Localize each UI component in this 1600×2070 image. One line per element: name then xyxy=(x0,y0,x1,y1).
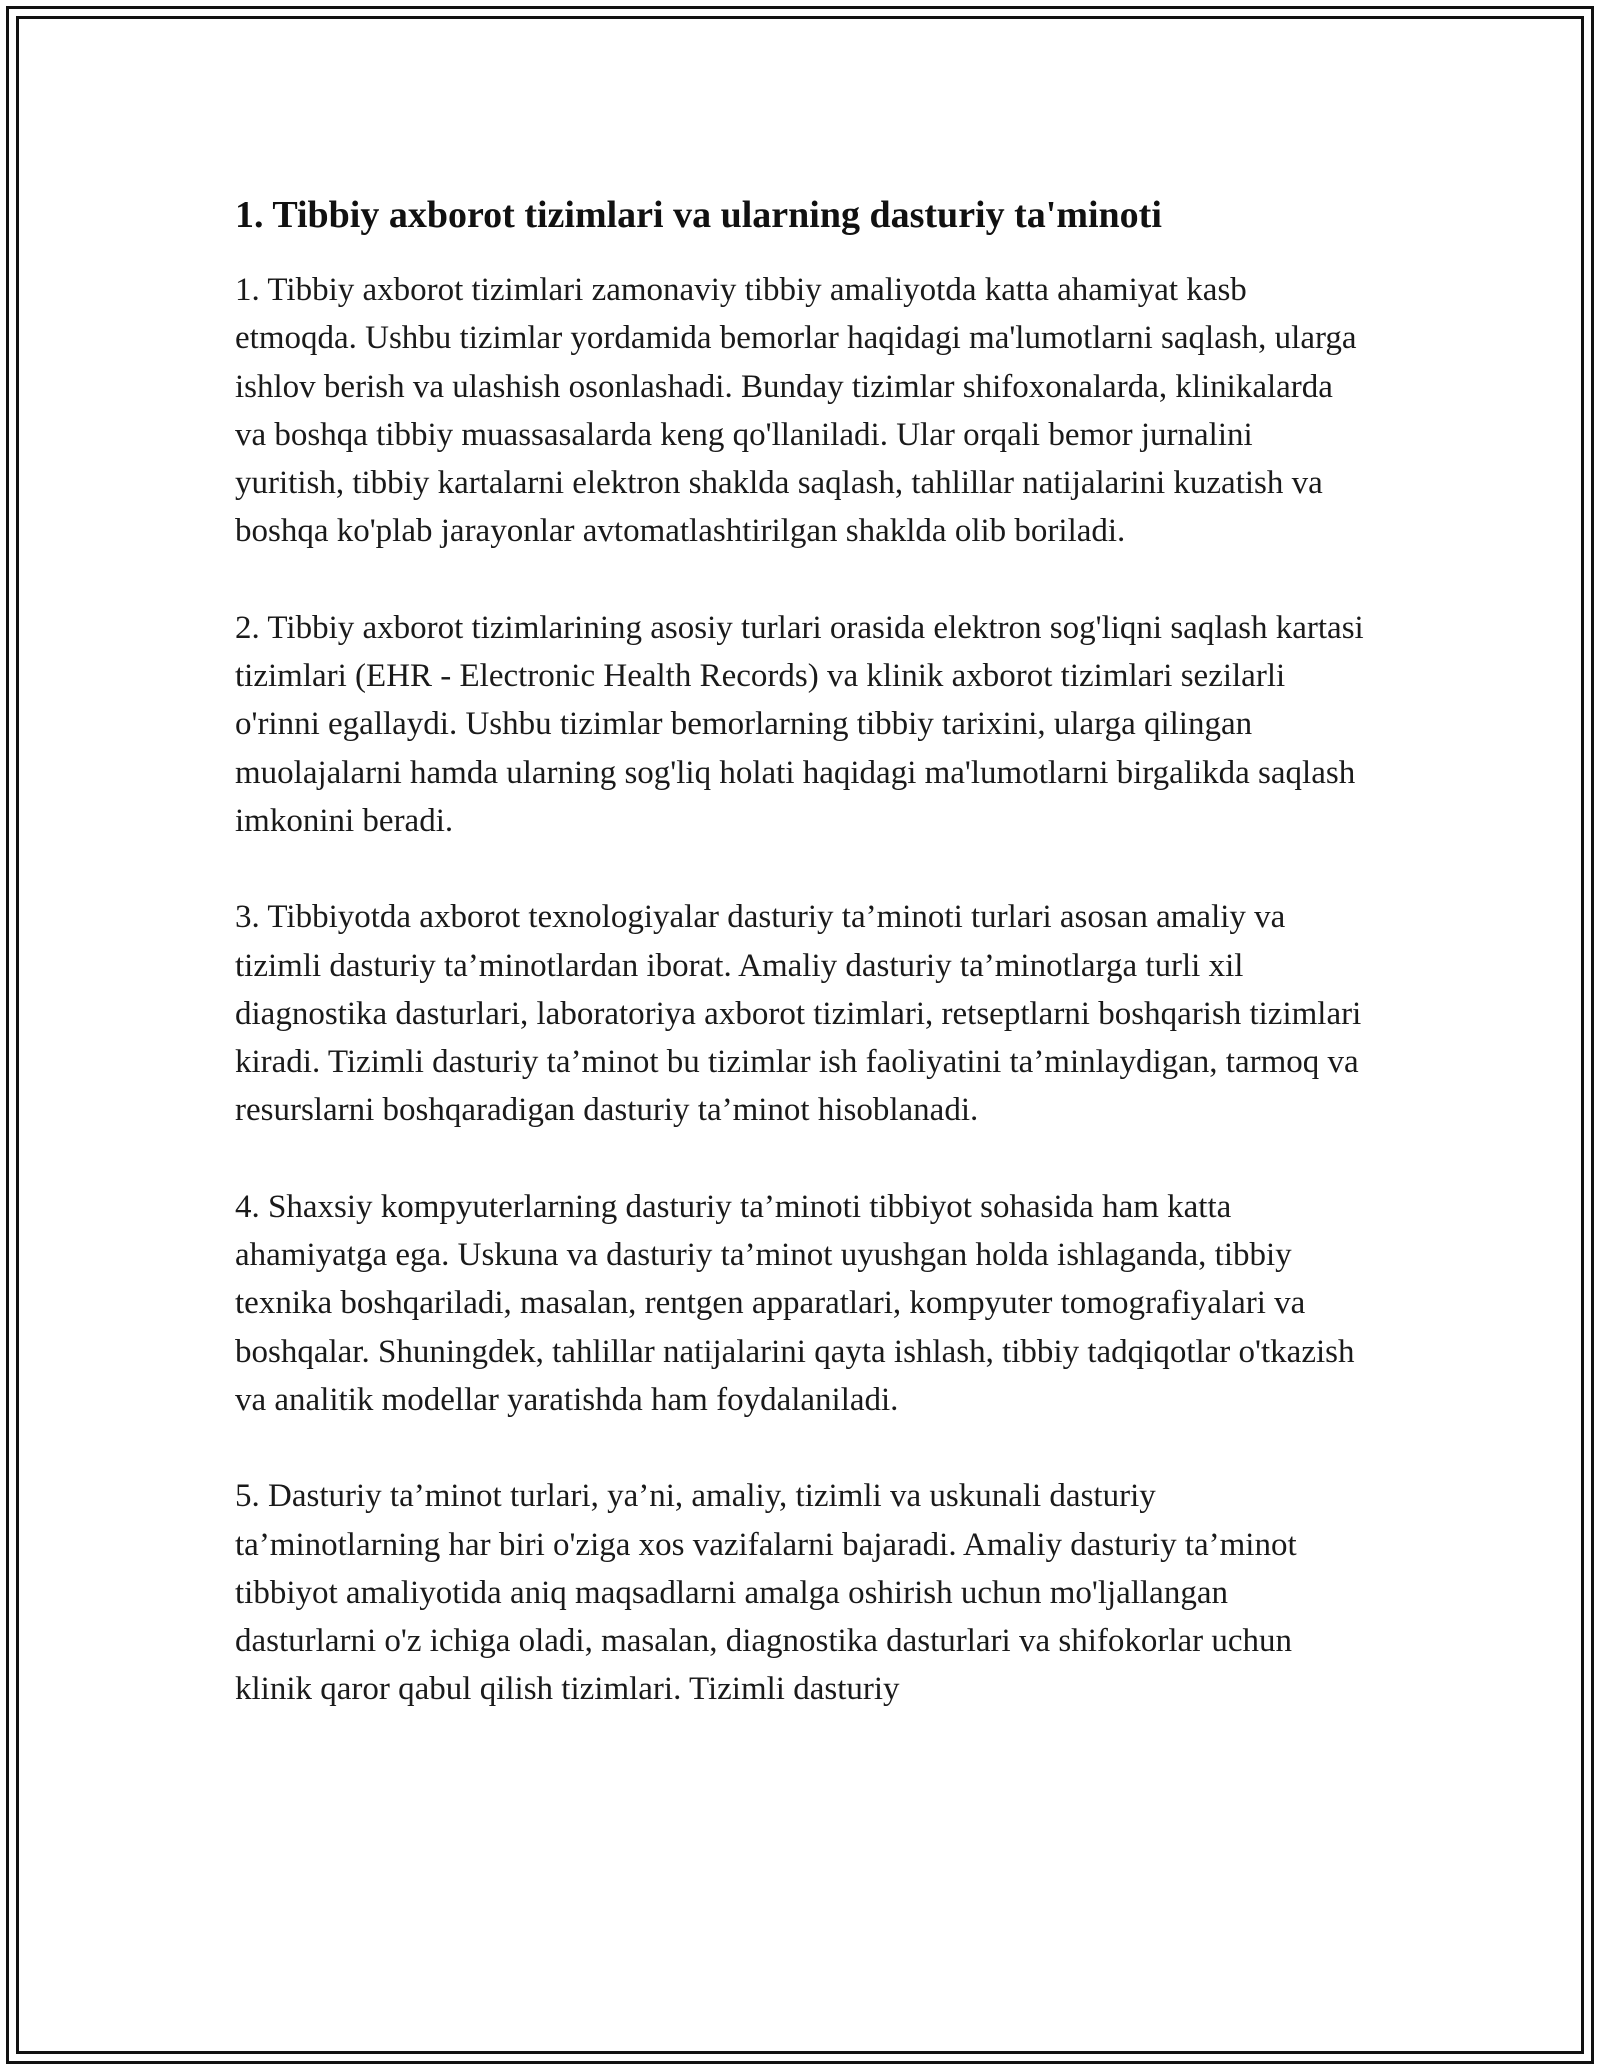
page-title: 1. Tibbiy axborot tizimlari va ularning dasturiy ta'minoti xyxy=(235,194,1162,236)
paragraph-5: 5. Dasturiy ta’minot turlari, ya’ni, amaliy, tizimli va uskunali dasturiy ta’minotlarning har biri o'ziga xos vazifalarni bajaradi. Amaliy dasturiy ta’minot tibbiyot amaliyotida aniq maqsadlarni amalga oshirish uchun mo'ljallangan dasturlarni o'z ichiga oladi, masalan, diagnostika dasturlari va shifokorlar uchun klinik qaror qabul qilish tizimlari. Tizimli dasturiy xyxy=(235,1478,1297,1708)
document-body xyxy=(235,190,1365,1714)
paragraph-3: 3. Tibbiyotda axborot texnologiyalar dasturiy ta’minoti turlari asosan amaliy va tizimli dasturiy ta’minotlardan iborat. Amaliy dasturiy ta’minotlarga turli xil diagnostika dasturlari, laboratoriya axborot tizimlari, retseptlarni boshqarish tizimlari kiradi. Tizimli dasturiy ta’minot bu tizimlar ish faoliyatini ta’minlaydigan, tarmoq va resurslarni boshqaradigan dasturiy ta’minot hisoblanadi. xyxy=(235,899,1362,1129)
paragraph-1: 1. Tibbiy axborot tizimlari zamonaviy tibbiy amaliyotda katta ahamiyat kasb etmoqda. Ushbu tizimlar yordamida bemorlar haqidagi ma'lumotlarni saqlash, ularga ishlov berish va ulashish osonlashadi. Bunday tizimlar shifoxonalarda, klinikalarda va boshqa tibbiy muassasalarda keng qo'llaniladi. Ular orqali bemor jurnalini yuritish, tibbiy kartalarni elektron shaklda saqlash, tahlillar natijalarini kuzatish va boshqa ko'plab jarayonlar avtomatlashtirilgan shaklda olib boriladi. xyxy=(235,272,1357,550)
paragraph-2: 2. Tibbiy axborot tizimlarining asosiy turlari orasida elektron sog'liqni saqlash kartasi tizimlari (EHR - Electronic Health Records) va klinik axborot tizimlari sezilarli o'rinni egallaydi. Ushbu tizimlar bemorlarning tibbiy tarixini, ularga qilingan muolajalarni hamda ularning sog'liq holati haqidagi ma'lumotlarni birgalikda saqlash imkonini beradi. xyxy=(235,609,1364,839)
paragraph-4: 4. Shaxsiy kompyuterlarning dasturiy ta’minoti tibbiyot sohasida ham katta ahamiyatga ega. Uskuna va dasturiy ta’minot uyushgan holda ishlaganda, tibbiy texnika boshqariladi, masalan, rentgen apparatlari, kompyuter tomografiyalari va boshqalar. Shuningdek, tahlillar natijalarini qayta ishlash, tibbiy tadqiqotlar o'tkazish va analitik modellar yaratishda ham foydalaniladi. xyxy=(235,1188,1355,1418)
